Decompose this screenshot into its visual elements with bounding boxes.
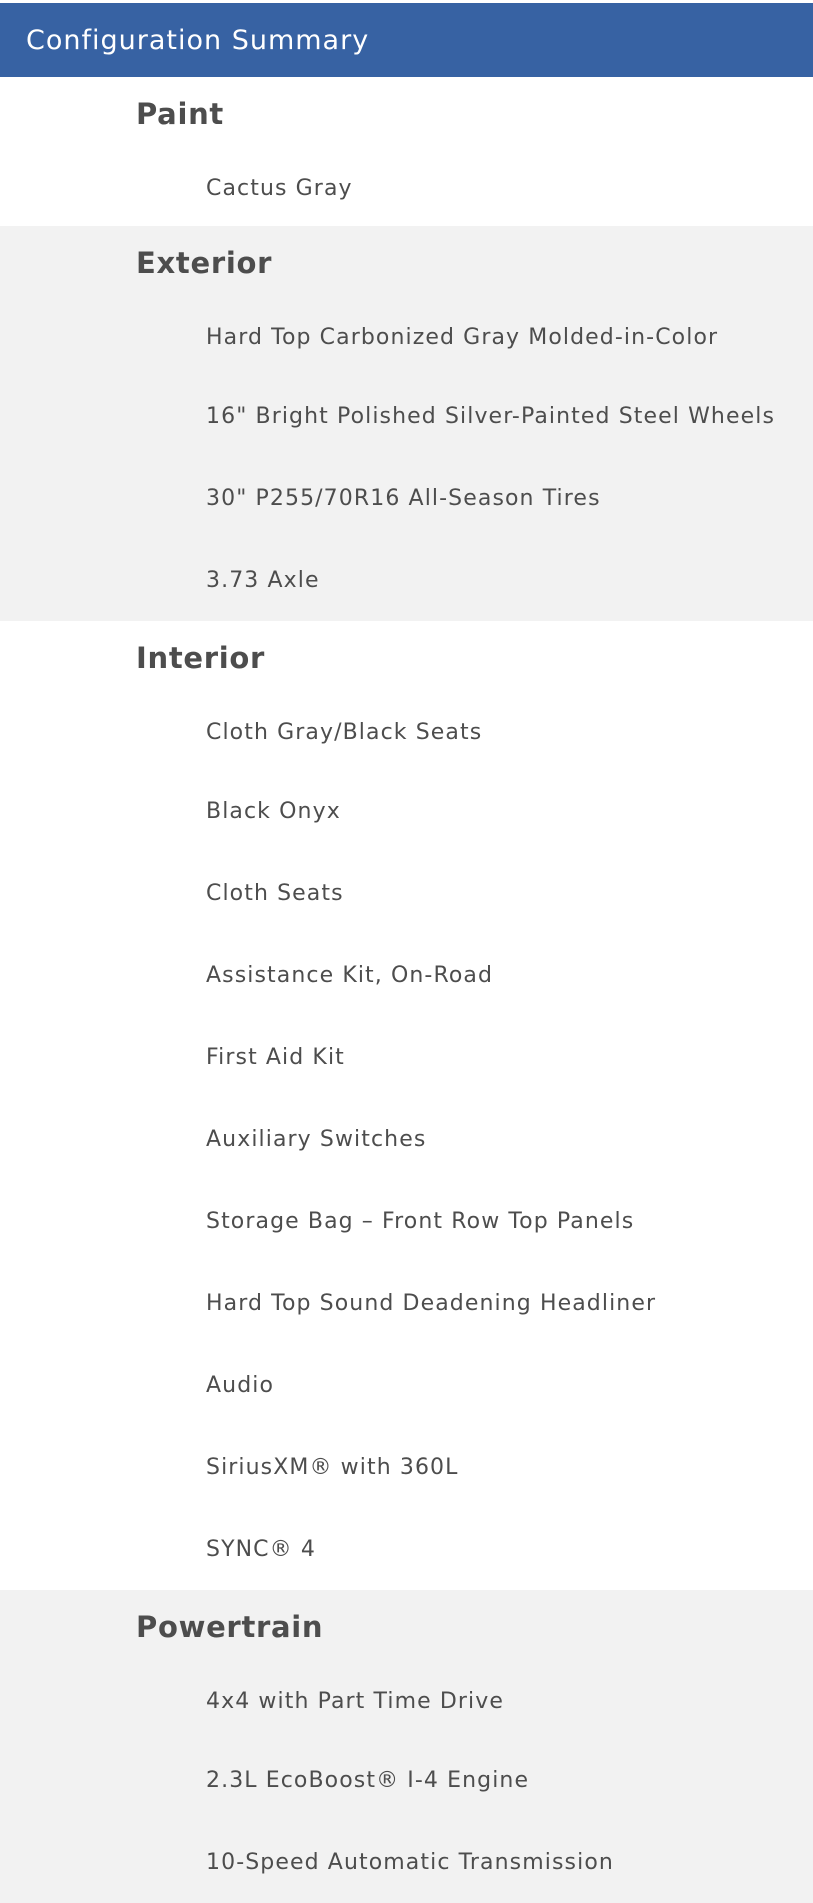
list-item: First Aid Kit <box>206 1044 345 1070</box>
section-paint <box>0 77 813 226</box>
list-item: 30" P255/70R16 All-Season Tires <box>206 485 601 511</box>
configuration-summary-header <box>0 3 813 77</box>
list-item: Cloth Seats <box>206 880 344 906</box>
list-item: 10-Speed Automatic Transmission <box>206 1849 614 1875</box>
list-item: Hard Top Carbonized Gray Molded-in-Color <box>206 325 719 350</box>
list-item: 16" Bright Polished Silver-Painted Steel Wheels <box>206 403 776 429</box>
list-item: Cloth Gray/Black Seats <box>206 720 483 745</box>
list-item: Auxiliary Switches <box>206 1126 427 1152</box>
section-title-exterior: Exterior <box>136 246 273 280</box>
page-title: Configuration Summary <box>26 24 370 56</box>
list-item: Audio <box>206 1372 275 1398</box>
section-exterior <box>0 226 813 621</box>
list-item: 4x4 with Part Time Drive <box>206 1689 504 1714</box>
section-title-powertrain: Powertrain <box>136 1610 324 1644</box>
list-item: 3.73 Axle <box>206 567 320 593</box>
list-item: Black Onyx <box>206 798 341 824</box>
list-item: Assistance Kit, On-Road <box>206 962 494 988</box>
list-item: Hard Top Sound Deadening Headliner <box>206 1290 657 1316</box>
section-powertrain <box>0 1590 813 1903</box>
list-item: SYNC® 4 <box>206 1536 316 1562</box>
list-item: Cactus Gray <box>206 176 353 201</box>
list-item: Storage Bag – Front Row Top Panels <box>206 1208 635 1234</box>
section-title-interior: Interior <box>136 641 266 675</box>
list-item: SiriusXM® with 360L <box>206 1454 459 1480</box>
list-item: 2.3L EcoBoost® I-4 Engine <box>206 1767 530 1793</box>
section-interior <box>0 621 813 1590</box>
section-title-paint: Paint <box>136 97 224 131</box>
